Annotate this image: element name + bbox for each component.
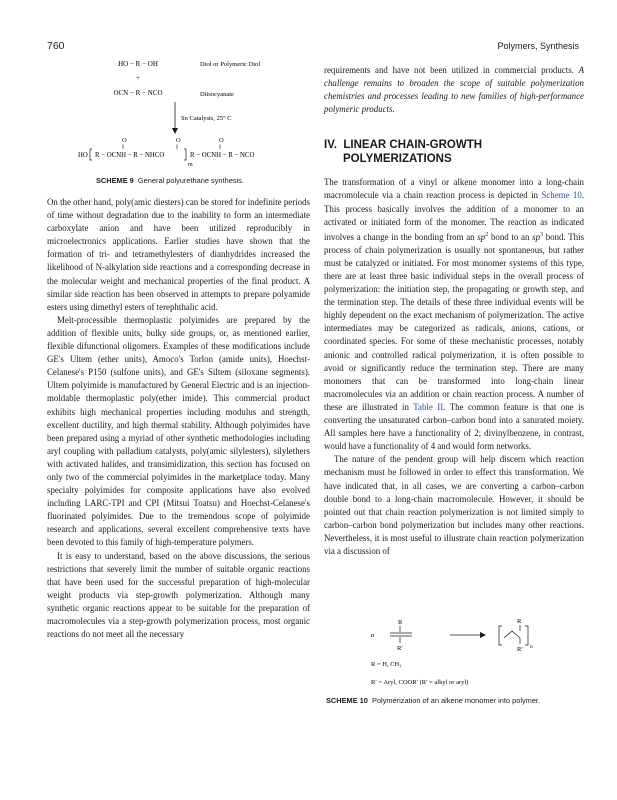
scheme9-carbonyl-3: O — [219, 137, 224, 144]
right-p1-text-d: bond. This process of chain polymerization is usually not spontaneous, but rather must be catalyzed or initiated. For most monomer systems of this type, there are at least three basic individual steps in the overall process of polymerization: the initiation step, the propagating or growth step, and the termination step. The details of these three individual events will be highly dependent on the exact mechanism of polymerization. The active intermediates may be categorized as radicals, anions, cations, or coordinated species. For some of these mechanistic processes, notably anionic and controlled radical polymerization, it is often possible to avoid or significantly reduce the termination step. There are many monomers that can be transformed into long-chain linear macromolecules via an addition or chain reaction process. A number of these are illustrated in — [324, 231, 585, 412]
scheme-10-diagram — [370, 618, 580, 690]
section-number: IV. — [324, 139, 338, 152]
scheme9-bond-1: ‖ — [122, 145, 124, 151]
right-column — [324, 64, 584, 558]
right-p1-text-c: bond to an — [490, 231, 530, 242]
scheme10-r-top: R — [398, 619, 403, 626]
section-heading — [324, 138, 584, 166]
scheme9-product-right: R − OCNH − R − NCO — [190, 152, 255, 159]
scheme10-def-1: R = H, CH₃ — [371, 661, 402, 668]
scheme9-catalyst: Sn Catalysts, 25° C — [181, 115, 232, 122]
right-p1-text-e: . The common feature is that one is converting the unsaturated carbon–carbon bond into a saturated moiety. All samples here have a functionality of 2; divinylbenzene, in contrast, would have a functionality of 4 and would form networks. — [324, 401, 584, 452]
scheme9-plus: + — [136, 74, 140, 82]
scheme9-bracket-left — [90, 149, 92, 160]
left-column — [47, 196, 310, 641]
scheme10-prod-r-bottom: R′ — [517, 646, 523, 653]
scheme9-product-left: HO — [78, 152, 88, 159]
left-paragraph-1: On the other hand, poly(amic diesters) can be stored for indefinite periods of time without degradation due to the inability to form an intermediate carboxylate anion and have been utilized reproducibly in microelectronics applications. Earlier studies have shown that the formation of tri- and tetramethylesters of dianhydrides increased the likelihood of N-alkylation side reactions and a corresponding decrease in the molecular weight and mechanical properties of the final product. A similar side reaction has been observed in attempts to prepare polyamide esters using dimethyl esters of terephthalic acid. — [47, 197, 310, 312]
running-title: Polymers, Synthesis — [497, 41, 579, 51]
section-title-line1: LINEAR CHAIN-GROWTH — [343, 139, 483, 152]
scheme-9-caption-label: SCHEME 9 — [96, 176, 134, 185]
right-paragraph-2: The nature of the pendent group will help discern which reaction mechanism must be followed in order to effect this transformation. We have indicated that, in all cases, we are converting a carbon–carbon double bond to a long-chain macromolecule. However, it should be pointed out that chain reaction polymerization is not limited simply to carbon–carbon bond polymerization but includes many other reactions. Nevertheless, it is most useful to illustrate chain reaction polymerization via a discussion of — [324, 454, 584, 556]
scheme9-subscript: m — [188, 162, 193, 168]
scheme9-bracket-right — [184, 149, 186, 160]
right-p0-plain: requirements and have not been utilized in commercial products. — [324, 65, 574, 75]
scheme9-arrow-head — [172, 128, 178, 134]
scheme9-product-mid: R − OCNH − R − NHCO — [95, 152, 165, 159]
scheme9-reagent1-label: Diol or Polymeric Diol — [200, 61, 261, 68]
scheme-10-caption-label: SCHEME 10 — [326, 696, 368, 705]
scheme9-bond-2: ‖ — [176, 145, 178, 151]
sup-3: 3 — [540, 231, 544, 238]
scheme-10-figure — [370, 618, 580, 690]
scheme-10-caption-text: Polymerization of an alkene monomer into polymer. — [372, 696, 541, 705]
scheme10-bracket-right — [525, 626, 528, 645]
scheme-9-diagram — [78, 56, 310, 176]
left-paragraph-2: Melt-processible thermoplastic polyimides are prepared by the addition of flexible units, bulky side groups, or, as mentioned earlier, flexible difunctional oligomers. Examples of these modifications include GE's Ultem (ether units), Amoco's Torlon (amide units), Hoechst-Celanese's P150 (sulfone units), and GE's Siltem (siloxane segments). Ultem polyimide is manufactured by General Electric and is an injection-moldable thermoplastic poly(ether imide). This commercial product exhibits high mechanical properties including modulus and strength, excellent ductility, and high thermal stability. Although polyimides have been prepared using a myriad of other synthetic methodologies including aryl coupling with palladium catalysts, poly(amic silylesters), silylethers with activated halides, and transimidization, this section has focused on only two of the commercial polyimides in the marketplace today. Many specialty polyimides for composite applications have also evolved including LARC-TPI and CPI (Mitsui Toatsu) and Hoechst-Celanese's fluorinated polyimides. Due to the tremendous scope of polyimide research and applications, several excellent comprehensive texts have been devoted to this family of high-temperature polymers. — [47, 314, 310, 548]
left-paragraph-3: It is easy to understand, based on the above discussions, the serious restrictions that severely limit the number of suitable organic reactions that have been used for the successful preparation of high-molecular weight products via step-growth polymerization. Although many synthetic organic reactions appear to be suitable for the preparation of macromolecules via a step-growth polymerization process, most organic reactions do not meet all the necessary — [47, 550, 310, 640]
right-paragraph-1 — [324, 176, 584, 453]
scheme-9-caption — [96, 176, 244, 185]
section-title-line2: POLYMERIZATIONS — [343, 153, 452, 166]
scheme10-sub-n: n — [530, 644, 533, 650]
scheme10-prod-r-top: R — [517, 618, 522, 625]
right-p1-text-a: The transformation of a vinyl or alkene monomer into a long-chain macromolecule via a chain reaction process is depicted in — [324, 177, 584, 201]
scheme-9-caption-text: General polyurethane synthesis. — [137, 176, 244, 185]
scheme9-bond-3: ‖ — [219, 145, 221, 151]
scheme9-carbonyl-1: O — [122, 137, 127, 144]
scheme9-reagent2: OCN − R − NCO — [113, 89, 163, 97]
scheme9-carbonyl-2: O — [176, 137, 181, 144]
scheme10-bracket-left — [499, 626, 502, 645]
scheme10-def-2: R′ = Aryl, COOR′ (R′ = alkyl or aryl) — [371, 679, 469, 686]
table-ii-link[interactable]: Table II — [413, 401, 444, 412]
scheme-9-figure — [78, 56, 310, 176]
scheme10-r-bottom: R′ — [397, 645, 403, 652]
right-p0-italic: A challenge remains to broaden the scope of suitable polymerization chemistries and processes leading to new families of high-performance polymeric products. — [324, 65, 585, 115]
right-p1-text-b: . This process basically involves the addition of a monomer to an activated or initiated form of the monomer. The reaction as indicated involves a change in the bonding from an — [324, 190, 584, 242]
scheme10-chain — [504, 631, 520, 638]
page-number: 760 — [47, 40, 65, 52]
scheme10-arrow-head — [480, 632, 486, 638]
scheme-10-link[interactable]: Scheme 10 — [541, 190, 582, 201]
sup-2: 2 — [485, 231, 489, 238]
scheme9-reagent1: HO − R − OH — [118, 60, 158, 68]
right-paragraph-0 — [324, 64, 584, 116]
scheme-10-caption — [326, 696, 540, 705]
scheme10-n: n — [371, 632, 375, 639]
scheme9-reagent2-label: Diisocyanate — [200, 91, 234, 98]
sp-symbol-1: sp — [477, 231, 486, 242]
sp-symbol-2: sp — [532, 231, 541, 242]
